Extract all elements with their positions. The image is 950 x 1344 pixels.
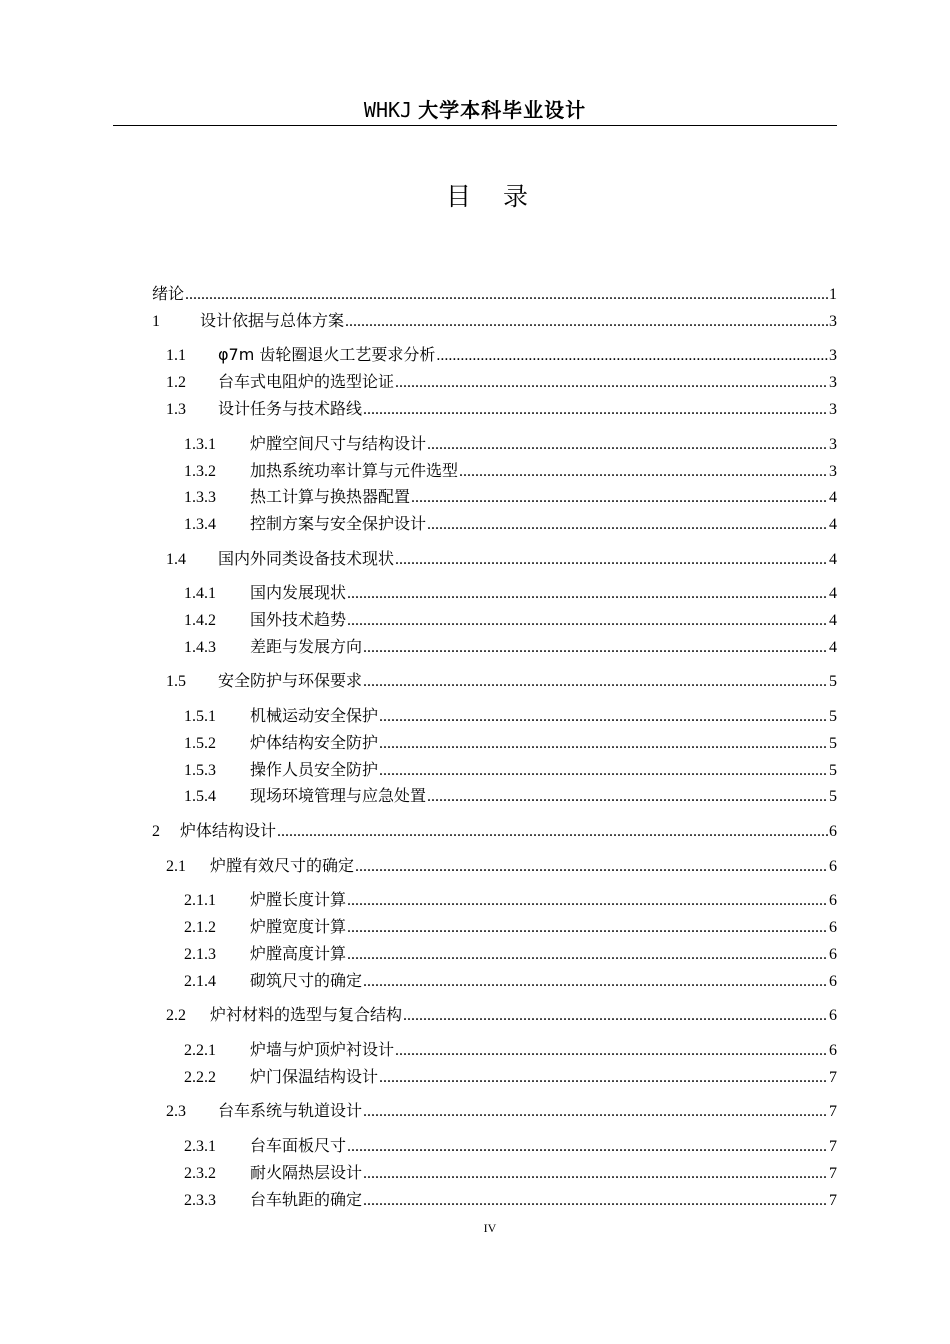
- toc-entry-text: 砌筑尺寸的确定: [250, 971, 363, 990]
- toc-leader: [427, 435, 828, 455]
- toc-leader: [363, 400, 828, 420]
- toc-leader: [363, 972, 828, 992]
- toc-entry[interactable]: [184, 487, 837, 507]
- toc-entry[interactable]: [166, 1101, 837, 1121]
- toc-entry[interactable]: [166, 372, 837, 392]
- toc-entry-text: 操作人员安全防护: [250, 760, 379, 779]
- toc-entry-number: 2.2.1: [184, 1042, 216, 1059]
- header-title-text: 大学本科毕业设计: [418, 98, 587, 122]
- toc-entry-number: 2: [152, 823, 160, 840]
- toc-entry-number: 2.2.2: [184, 1069, 216, 1086]
- toc-entry[interactable]: [166, 1005, 837, 1025]
- toc-leader: [395, 373, 828, 393]
- toc-leader: [395, 1041, 828, 1061]
- toc-leader: [379, 1068, 828, 1088]
- toc-entry-text: 炉墙与炉顶炉衬设计: [250, 1040, 395, 1059]
- toc-leader: [277, 822, 828, 842]
- toc-leader: [436, 346, 828, 366]
- toc-entry-page: 7: [829, 1103, 837, 1120]
- toc-entry[interactable]: [184, 971, 837, 991]
- toc-entry[interactable]: [184, 610, 837, 630]
- toc-entry-text: 设计任务与技术路线: [218, 399, 363, 418]
- toc-entry-text: 机械运动安全保护: [250, 706, 379, 725]
- toc-entry-page: 6: [829, 858, 837, 875]
- toc-entry[interactable]: [184, 514, 837, 534]
- toc-leader: [345, 312, 828, 332]
- toc-entry-page: 5: [829, 708, 837, 725]
- toc-entry-page: 5: [829, 673, 837, 690]
- toc-entry-number: 2.2: [166, 1007, 186, 1024]
- toc-entry-text: 台车轨距的确定: [250, 1190, 363, 1209]
- toc-entry[interactable]: [166, 345, 837, 365]
- toc-leader: [363, 638, 828, 658]
- toc-leader: [379, 761, 828, 781]
- toc-entry[interactable]: [184, 944, 837, 964]
- toc-leader: [459, 462, 828, 482]
- page-number: IV: [483, 1221, 497, 1235]
- toc-leader: [403, 1006, 828, 1026]
- toc-entry-page: 5: [829, 735, 837, 752]
- toc-entry-text: 差距与发展方向: [250, 637, 363, 656]
- toc-entry-text: φ7m 齿轮圈退火工艺要求分析: [218, 345, 436, 364]
- toc-entry-text: 设计依据与总体方案: [200, 311, 345, 330]
- toc-leader: [395, 550, 828, 570]
- toc-entry-page: 4: [829, 551, 837, 568]
- toc-leader: [347, 584, 828, 604]
- toc-entry-text: 台车面板尺寸: [250, 1136, 347, 1155]
- toc-leader: [185, 285, 828, 305]
- toc-entry-number: 2.3.2: [184, 1165, 216, 1182]
- toc-entry-text: 炉膛宽度计算: [250, 917, 347, 936]
- toc-entry-number: 1.3: [166, 401, 186, 418]
- toc-entry-text: 炉衬材料的选型与复合结构: [210, 1005, 403, 1024]
- toc-entry-page: 7: [829, 1069, 837, 1086]
- toc-entry[interactable]: [184, 1040, 837, 1060]
- toc-entry-number: 1.2: [166, 374, 186, 391]
- toc-entry-page: 7: [829, 1138, 837, 1155]
- toc-entry-number: 1.3.3: [184, 489, 216, 506]
- toc-entry[interactable]: [166, 856, 837, 876]
- toc-entry-page: 3: [829, 347, 837, 364]
- toc-entry-number: 1.1: [166, 347, 186, 364]
- toc-entry-number: 2.1.4: [184, 973, 216, 990]
- toc-entry-text: 炉膛高度计算: [250, 944, 347, 963]
- toc-entry-text: 台车系统与轨道设计: [218, 1101, 363, 1120]
- toc-entry-number: 2.1.3: [184, 946, 216, 963]
- toc-entry-page: 4: [829, 489, 837, 506]
- toc-leader: [427, 787, 828, 807]
- toc-leader: [355, 857, 828, 877]
- toc-entry-number: 2.3.3: [184, 1192, 216, 1209]
- toc-entry[interactable]: [166, 671, 837, 691]
- toc-entry-number: 1.3.4: [184, 516, 216, 533]
- toc-entry-page: 7: [829, 1165, 837, 1182]
- toc-entry-page: 7: [829, 1192, 837, 1209]
- header-divider: [113, 125, 837, 126]
- toc-entry-text: 炉门保温结构设计: [250, 1067, 379, 1086]
- toc-entry-text: 国内外同类设备技术现状: [218, 549, 395, 568]
- toc-leader: [363, 1164, 828, 1184]
- toc-leader: [347, 611, 828, 631]
- toc-entry-number: 2.1: [166, 858, 186, 875]
- toc-entry-number: 2.1.1: [184, 892, 216, 909]
- toc-entry[interactable]: [184, 1136, 837, 1156]
- toc-entry-text: 热工计算与换热器配置: [250, 487, 411, 506]
- toc-entry-text: 控制方案与安全保护设计: [250, 514, 427, 533]
- toc-entry-text: 加热系统功率计算与元件选型: [250, 461, 459, 480]
- toc-entry[interactable]: [184, 706, 837, 726]
- toc-entry-number: 2.3.1: [184, 1138, 216, 1155]
- toc-entry-number: 1.5.2: [184, 735, 216, 752]
- toc-entry-page: 6: [829, 823, 837, 840]
- toc-entry[interactable]: [152, 284, 837, 304]
- toc-entry-number: 1.5.4: [184, 788, 216, 805]
- toc-entry[interactable]: [166, 399, 837, 419]
- toc-entry-text: 现场环境管理与应急处置: [250, 786, 427, 805]
- toc-entry-number: 1.5: [166, 673, 186, 690]
- toc-entry-page: 6: [829, 946, 837, 963]
- toc-leader: [427, 515, 828, 535]
- toc-entry-page: 4: [829, 612, 837, 629]
- toc-leader: [347, 945, 828, 965]
- toc-entry-text: 炉体结构设计: [180, 821, 277, 840]
- toc-leader: [379, 734, 828, 754]
- toc-entry-number: 1.3.2: [184, 463, 216, 480]
- toc-entry[interactable]: [184, 733, 837, 753]
- toc-entry-page: 4: [829, 516, 837, 533]
- toc-entry[interactable]: [184, 1163, 837, 1183]
- toc-entry-page: 3: [829, 374, 837, 391]
- toc-entry-page: 3: [829, 401, 837, 418]
- toc-entry-page: 6: [829, 973, 837, 990]
- toc-entry-number: 1.5.1: [184, 708, 216, 725]
- toc-leader: [347, 891, 828, 911]
- toc-entry-page: 4: [829, 639, 837, 656]
- toc-entry-text: 绪论: [152, 284, 185, 303]
- toc-entry[interactable]: [166, 549, 837, 569]
- toc-entry-number: 1.3.1: [184, 436, 216, 453]
- toc-entry-text: 耐火隔热层设计: [250, 1163, 363, 1182]
- toc-entry-number: 2.1.2: [184, 919, 216, 936]
- toc-entry-page: 5: [829, 762, 837, 779]
- toc-entry[interactable]: [184, 637, 837, 657]
- toc-entry-text: 炉膛有效尺寸的确定: [210, 856, 355, 875]
- header-prefix: WHKJ: [363, 98, 413, 122]
- toc-entry[interactable]: [184, 890, 837, 910]
- toc-entry[interactable]: [152, 311, 837, 331]
- toc-entry-page: 1: [829, 286, 837, 303]
- toc-entry-page: 3: [829, 313, 837, 330]
- toc-entry-number: 1.4: [166, 551, 186, 568]
- toc-entry-page: 4: [829, 585, 837, 602]
- toc-entry-text: 台车式电阻炉的选型论证: [218, 372, 395, 391]
- toc-entry-number: 1.4.3: [184, 639, 216, 656]
- toc-entry-text: 炉体结构安全防护: [250, 733, 379, 752]
- toc-leader: [347, 918, 828, 938]
- toc-entry[interactable]: [184, 760, 837, 780]
- toc-entry[interactable]: [184, 1067, 837, 1087]
- toc-entry-number: 1.5.3: [184, 762, 216, 779]
- toc-entry[interactable]: [184, 461, 837, 481]
- toc-entry[interactable]: [184, 583, 837, 603]
- toc-entry[interactable]: [152, 821, 837, 841]
- toc-entry-page: 5: [829, 788, 837, 805]
- toc-entry-page: 6: [829, 892, 837, 909]
- toc-entry-number: 1.4.2: [184, 612, 216, 629]
- toc-entry-number: 2.3: [166, 1103, 186, 1120]
- toc-leader: [379, 707, 828, 727]
- toc-entry-number: 1.4.1: [184, 585, 216, 602]
- toc-entry-page: 3: [829, 463, 837, 480]
- toc-entry-text: 安全防护与环保要求: [218, 671, 363, 690]
- toc-entry-page: 6: [829, 919, 837, 936]
- page-header-title: [0, 94, 950, 123]
- toc-leader: [363, 1102, 828, 1122]
- toc-leader: [347, 1137, 828, 1157]
- toc-leader: [363, 1191, 828, 1211]
- toc-entry-number: 1: [152, 313, 160, 330]
- toc-entry-text: 炉膛空间尺寸与结构设计: [250, 434, 427, 453]
- toc-entry[interactable]: [184, 1190, 837, 1210]
- toc-entry-text: 国外技术趋势: [250, 610, 347, 629]
- toc-entry-text: 国内发展现状: [250, 583, 347, 602]
- toc-entry-text: 炉膛长度计算: [250, 890, 347, 909]
- toc-entry-page: 3: [829, 436, 837, 453]
- toc-entry[interactable]: [184, 786, 837, 806]
- toc-leader: [411, 488, 828, 508]
- toc-entry[interactable]: [184, 434, 837, 454]
- toc-title: 目 录: [446, 182, 540, 211]
- toc-entry-page: 6: [829, 1042, 837, 1059]
- toc-entry[interactable]: [184, 917, 837, 937]
- toc-leader: [363, 672, 828, 692]
- toc-entry-page: 6: [829, 1007, 837, 1024]
